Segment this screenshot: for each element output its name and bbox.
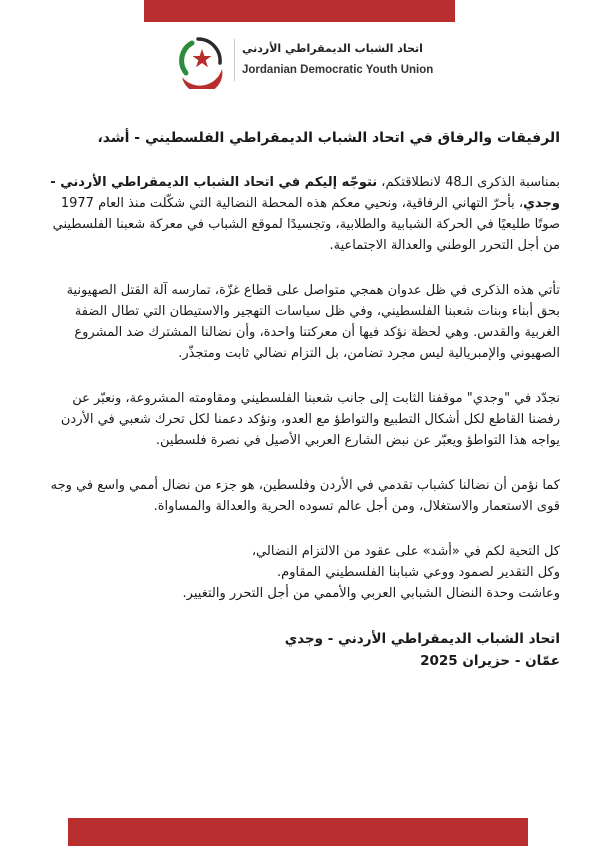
letterhead [172, 33, 442, 89]
closing-line-2: وكل التقدير لصمود ووعي شبابنا الفلسطيني المقاوم. [277, 565, 560, 580]
logo-divider [234, 39, 235, 81]
letter-greeting: الرفيقات والرفاق في اتحاد الشباب الديمقراطي الفلسطيني - أشد، [97, 130, 560, 146]
closing-block [40, 541, 560, 604]
paragraph-3: نجدّد في "وجدي" موقفنا الثابت إلى جانب شعبنا الفلسطيني ومقاومته المشروعة، ونعبّر عن رفضنا القاطع لكل أشكال التطبيع والتواطؤ مع العدو، ونؤكد دعمنا لكل تحرك شعبي في الأردن يواجه هذا التواطؤ ويعبّر عن نبض الشارع العربي الأصيل في نصرة فلسطين. [60, 391, 560, 448]
paragraph-1-intro: بمناسبة الذكرى الـ48 لانطلاقتكم، [377, 175, 560, 190]
org-name-english: Jordanian Democratic Youth Union [242, 64, 434, 76]
bottom-accent-bar [68, 818, 528, 846]
paragraph-1-rest: ، بأحرّ التهاني الرفاقية، ونحيي معكم هذه المحطة النضالية التي شكّلت منذ العام 1977 صوتًا طليعيًا في الحركة الشبابية والطلابية، وتجسيدًا لموقع الشباب في معركة شعبنا الفلسطيني من أجل التحرر الوطني والعدالة الاجتماعية. [52, 196, 560, 253]
logo-star-icon [193, 49, 212, 67]
paragraph-2: تأتي هذه الذكرى في ظل عدوان همجي متواصل على قطاع غزّة، تمارسه آلة القتل الصهيونية بحق أبناء وبنات شعبنا الفلسطيني، وفي ظل سياسات التهجير والاستيطان التي تطال الضفة الغربية والقدس. وهي لحظة نؤكد فيها أن معركتنا واحدة، وأن نضالنا المشترك ضد المشروع الصهيوني والإمبريالية ليس مجرد تضامن، بل التزام نضالي ثابت ومتجذّر. [66, 283, 560, 361]
union-logo-icon [172, 33, 228, 89]
signature-place-date: عمّان - حزيران 2025 [420, 653, 560, 669]
signature-block [40, 628, 560, 672]
letter-body [40, 128, 560, 672]
top-accent-bar [144, 0, 455, 22]
closing-line-3: وعاشت وحدة النضال الشبابي العربي والأممي من أجل التحرر والتغيير. [182, 586, 560, 601]
paragraph-1 [40, 172, 560, 256]
signature-org: اتحاد الشباب الديمقراطي الأردني - وجدي [284, 631, 560, 647]
paragraph-4: كما نؤمن أن نضالنا كشباب تقدمي في الأردن وفلسطين، هو جزء من نضال أممي واسع في وجه قوى الاستعمار والاستغلال، ومن أجل عالم تسوده الحرية والعدالة والمساواة. [50, 478, 560, 514]
logo-green-arc [182, 43, 192, 73]
org-name-arabic: اتحاد الشباب الديمقراطي الأردني [242, 42, 423, 55]
paragraph-1-bold: نتوجّه إليكم في اتحاد الشباب الديمقراطي الأردني - وجدي [50, 175, 560, 211]
closing-line-1: كل التحية لكم في «أشد» على عقود من الالتزام النضالي، [251, 544, 560, 559]
